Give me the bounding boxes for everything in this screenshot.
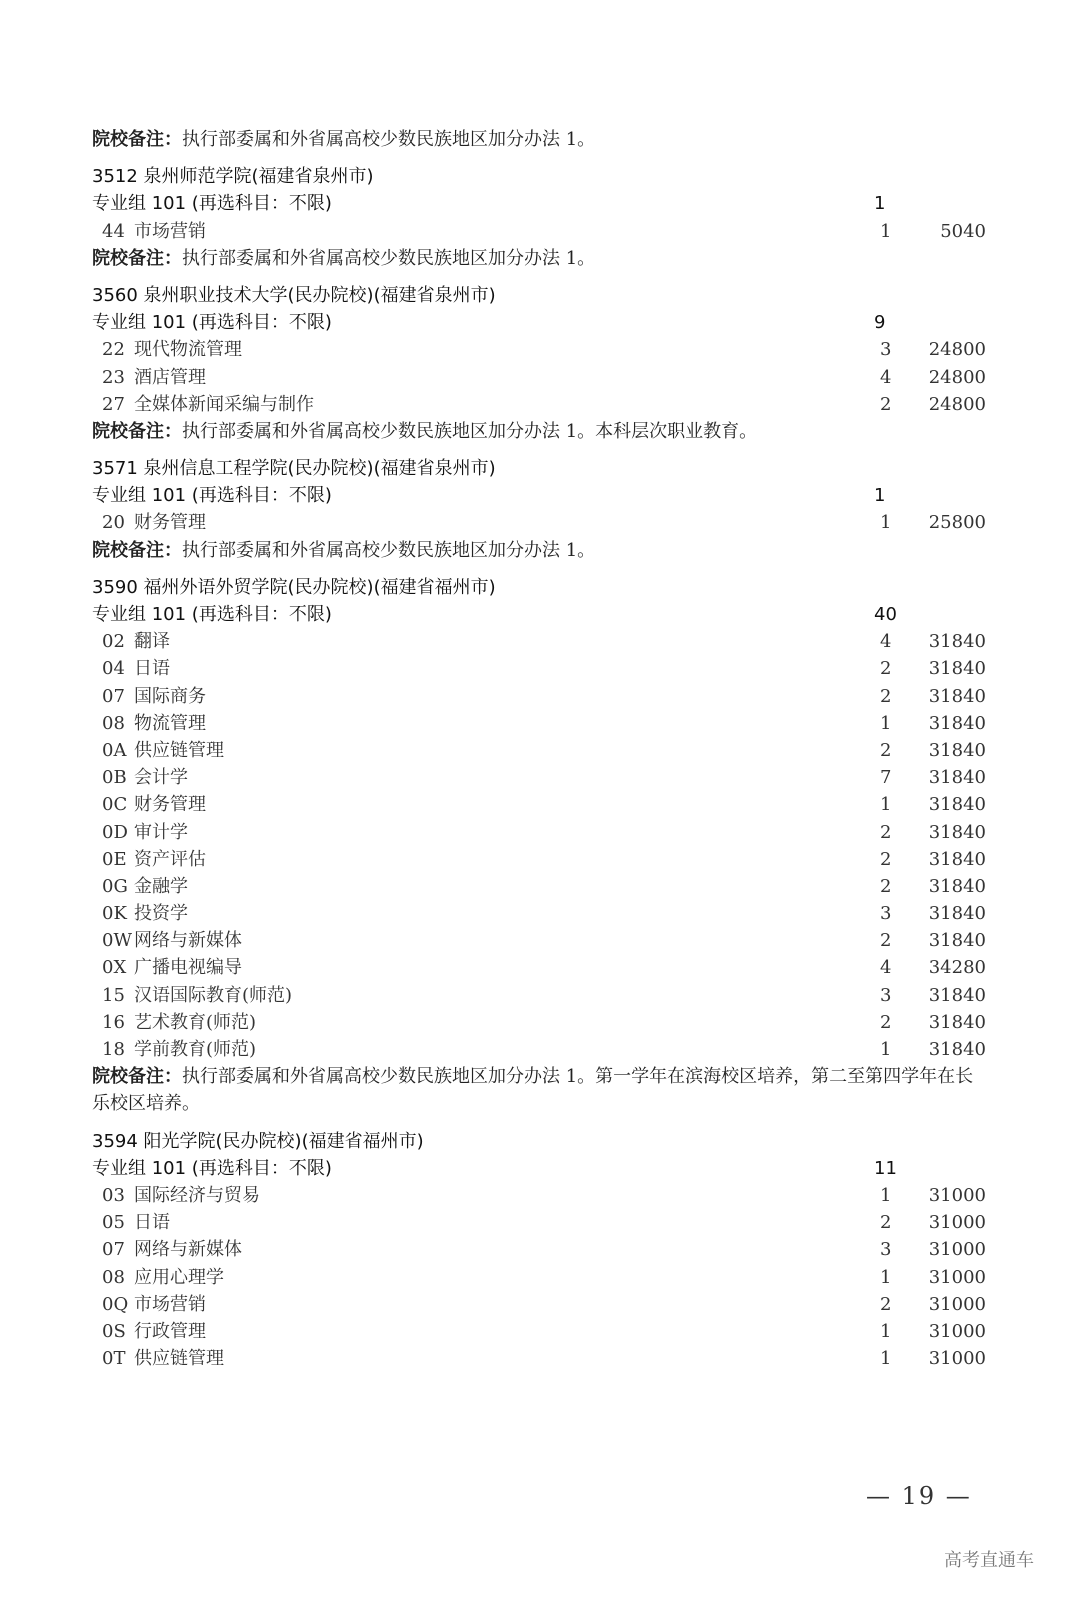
major-row — [92, 1036, 992, 1063]
major-fee: 31840 — [928, 631, 986, 653]
major-row — [92, 1209, 992, 1236]
major-group-row — [92, 482, 992, 509]
school-block — [92, 1128, 992, 1373]
major-fee: 31000 — [928, 1239, 986, 1261]
school-header: 3594 阳光学院(民办院校)(福建省福州市) — [92, 1130, 424, 1152]
major-name: 翻译 — [134, 631, 170, 653]
major-name: 应用心理学 — [134, 1266, 224, 1288]
major-row — [92, 1009, 992, 1036]
school-header: 3590 福州外语外贸学院(民办院校)(福建省福州市) — [92, 576, 496, 598]
major-fee: 24800 — [928, 393, 986, 415]
major-count: 1 — [880, 1320, 892, 1342]
group-count: 1 — [874, 193, 886, 215]
major-row — [92, 1182, 992, 1209]
major-row — [92, 900, 992, 927]
major-name: 供应链管理 — [134, 1348, 224, 1370]
major-row — [92, 846, 992, 873]
major-name: 市场营销 — [134, 1293, 206, 1315]
major-row — [92, 982, 992, 1009]
major-code: 0T — [102, 1348, 126, 1370]
major-fee: 31840 — [928, 984, 986, 1006]
major-fee: 31000 — [928, 1266, 986, 1288]
note-label: 院校备注： — [92, 1066, 182, 1088]
school-block — [92, 574, 992, 1118]
major-count: 1 — [880, 1039, 892, 1060]
major-count: 2 — [880, 875, 892, 897]
school-block — [92, 163, 992, 272]
major-fee: 24800 — [928, 339, 986, 361]
group-label: 专业组 101 (再选科目：不限) — [92, 1157, 332, 1179]
major-code: 44 — [102, 220, 125, 242]
major-row — [92, 391, 992, 418]
school-header: 3571 泉州信息工程学院(民办院校)(福建省泉州市) — [92, 458, 496, 480]
major-count: 4 — [880, 366, 892, 388]
major-fee: 34280 — [928, 957, 986, 979]
major-row — [92, 819, 992, 846]
major-count: 1 — [880, 512, 892, 534]
major-row — [92, 764, 992, 791]
major-count: 3 — [880, 984, 892, 1006]
note-label: 院校备注： — [92, 247, 182, 269]
major-count: 1 — [880, 794, 892, 816]
major-name: 金融学 — [134, 875, 188, 897]
note-label: 院校备注： — [92, 129, 182, 150]
major-fee: 31000 — [928, 1184, 986, 1206]
major-name: 全媒体新闻采编与制作 — [134, 393, 314, 415]
admission-plan-list — [92, 126, 992, 1372]
major-name: 市场营销 — [134, 220, 206, 242]
major-fee: 24800 — [928, 366, 986, 388]
major-code: 0Q — [102, 1293, 129, 1315]
major-name: 酒店管理 — [134, 366, 206, 388]
major-code: 07 — [102, 685, 125, 707]
school-note — [92, 418, 992, 445]
school-note — [92, 126, 992, 153]
major-name: 会计学 — [134, 767, 188, 789]
major-name: 行政管理 — [134, 1320, 206, 1342]
school-note — [92, 537, 992, 564]
major-row — [92, 1318, 992, 1345]
note-label: 院校备注： — [92, 539, 182, 561]
major-count: 4 — [880, 631, 892, 653]
major-fee: 31000 — [928, 1320, 986, 1342]
note-text: 执行部委属和外省属高校少数民族地区加分办法 1。 — [182, 129, 596, 150]
major-name: 审计学 — [134, 821, 188, 843]
major-count: 2 — [880, 821, 892, 843]
major-fee: 31000 — [928, 1212, 986, 1234]
major-fee: 31840 — [928, 685, 986, 707]
major-row — [92, 710, 992, 737]
school-header: 3512 泉州师范学院(福建省泉州市) — [92, 166, 374, 188]
major-code: 0S — [102, 1320, 126, 1342]
major-code: 23 — [102, 366, 125, 388]
major-code: 05 — [102, 1212, 125, 1234]
major-count: 2 — [880, 739, 892, 761]
major-name: 网络与新媒体 — [134, 1239, 242, 1261]
page-number: — 19 — — [866, 1482, 972, 1510]
major-count: 3 — [880, 903, 892, 925]
major-row — [92, 737, 992, 764]
major-code: 08 — [102, 712, 125, 734]
major-code: 0B — [102, 767, 127, 789]
major-name: 艺术教育(师范) — [134, 1011, 257, 1033]
major-count: 2 — [880, 1293, 892, 1315]
major-row — [92, 791, 992, 818]
major-name: 网络与新媒体 — [134, 930, 242, 952]
major-code: 02 — [102, 631, 125, 653]
major-count: 7 — [880, 767, 892, 789]
group-count: 9 — [874, 312, 886, 334]
group-label: 专业组 101 (再选科目：不限) — [92, 485, 332, 507]
major-code: 16 — [102, 1011, 125, 1033]
major-code: 0C — [102, 794, 128, 816]
major-fee: 31840 — [928, 821, 986, 843]
major-count: 1 — [880, 1184, 892, 1206]
major-count: 1 — [880, 712, 892, 734]
major-count: 2 — [880, 393, 892, 415]
major-count: 1 — [880, 1266, 892, 1288]
major-row — [92, 873, 992, 900]
major-name: 国际商务 — [134, 685, 206, 707]
major-count: 3 — [880, 1239, 892, 1261]
major-row — [92, 1345, 992, 1372]
major-name: 投资学 — [134, 903, 188, 925]
major-group-row — [92, 601, 992, 628]
major-code: 22 — [102, 339, 125, 361]
major-row — [92, 1291, 992, 1318]
major-count: 3 — [880, 339, 892, 361]
major-count: 2 — [880, 658, 892, 680]
major-row — [92, 655, 992, 682]
major-row — [92, 628, 992, 655]
major-row — [92, 954, 992, 981]
major-row — [92, 218, 992, 245]
note-text: 执行部委属和外省属高校少数民族地区加分办法 1。第一学年在滨海校区培养，第二至第四学年在长乐校区培养。 — [92, 1066, 974, 1115]
school-note — [92, 245, 992, 272]
major-row — [92, 509, 992, 536]
major-code: 0K — [102, 903, 127, 925]
group-label: 专业组 101 (再选科目：不限) — [92, 312, 332, 334]
major-count: 1 — [880, 1348, 892, 1370]
major-name: 物流管理 — [134, 712, 206, 734]
major-row — [92, 927, 992, 954]
major-fee: 31000 — [928, 1348, 986, 1370]
group-count: 1 — [874, 485, 886, 507]
major-name: 日语 — [134, 1212, 170, 1234]
school-block — [92, 282, 992, 445]
major-fee: 5040 — [940, 220, 986, 242]
major-code: 20 — [102, 512, 125, 534]
major-group-row — [92, 190, 992, 217]
note-text: 执行部委属和外省属高校少数民族地区加分办法 1。本科层次职业教育。 — [182, 420, 758, 442]
major-fee: 31840 — [928, 848, 986, 870]
major-name: 财务管理 — [134, 512, 206, 534]
major-code: 15 — [102, 984, 125, 1006]
major-code: 0A — [102, 739, 127, 761]
school-list — [92, 163, 992, 1372]
major-name: 资产评估 — [134, 848, 206, 870]
major-fee: 31840 — [928, 739, 986, 761]
major-row — [92, 364, 992, 391]
major-fee: 31840 — [928, 1039, 986, 1060]
note-text: 执行部委属和外省属高校少数民族地区加分办法 1。 — [182, 539, 596, 561]
note-text: 执行部委属和外省属高校少数民族地区加分办法 1。 — [182, 247, 596, 269]
major-count: 4 — [880, 957, 892, 979]
major-code: 18 — [102, 1039, 125, 1060]
major-fee: 31840 — [928, 1011, 986, 1033]
major-code: 27 — [102, 393, 125, 415]
major-count: 2 — [880, 930, 892, 952]
major-code: 0E — [102, 848, 127, 870]
major-name: 学前教育(师范) — [134, 1039, 257, 1060]
major-code: 0X — [102, 957, 127, 979]
school-header: 3560 泉州职业技术大学(民办院校)(福建省泉州市) — [92, 284, 496, 306]
major-fee: 31840 — [928, 794, 986, 816]
major-fee: 31840 — [928, 875, 986, 897]
group-count: 40 — [874, 604, 897, 625]
major-row — [92, 1236, 992, 1263]
school-block — [92, 455, 992, 564]
major-fee: 31840 — [928, 767, 986, 789]
major-count: 2 — [880, 685, 892, 707]
major-name: 财务管理 — [134, 794, 206, 816]
major-count: 2 — [880, 1011, 892, 1033]
major-count: 2 — [880, 1212, 892, 1234]
major-code: 0W — [102, 930, 132, 952]
major-group-row — [92, 309, 992, 336]
watermark: 高考直通车 — [944, 1550, 1034, 1571]
major-code: 08 — [102, 1266, 125, 1288]
major-row — [92, 336, 992, 363]
major-fee: 31000 — [928, 1293, 986, 1315]
major-code: 0G — [102, 875, 128, 897]
major-code: 0D — [102, 821, 128, 843]
major-row — [92, 683, 992, 710]
group-label: 专业组 101 (再选科目：不限) — [92, 193, 332, 215]
major-fee: 31840 — [928, 903, 986, 925]
major-code: 04 — [102, 658, 125, 680]
note-label: 院校备注： — [92, 420, 182, 442]
school-note — [92, 1063, 982, 1117]
major-name: 广播电视编导 — [134, 957, 242, 979]
major-name: 日语 — [134, 658, 170, 680]
major-code: 03 — [102, 1184, 125, 1206]
major-fee: 25800 — [928, 512, 986, 534]
major-fee: 31840 — [928, 930, 986, 952]
major-count: 1 — [880, 220, 892, 242]
group-label: 专业组 101 (再选科目：不限) — [92, 604, 332, 625]
group-count: 11 — [874, 1157, 897, 1179]
major-name: 供应链管理 — [134, 739, 224, 761]
major-fee: 31840 — [928, 712, 986, 734]
major-fee: 31840 — [928, 658, 986, 680]
major-name: 现代物流管理 — [134, 339, 242, 361]
major-code: 07 — [102, 1239, 125, 1261]
major-name: 汉语国际教育(师范) — [134, 984, 293, 1006]
major-name: 国际经济与贸易 — [134, 1184, 260, 1206]
major-group-row — [92, 1155, 992, 1182]
major-count: 2 — [880, 848, 892, 870]
major-row — [92, 1264, 992, 1291]
